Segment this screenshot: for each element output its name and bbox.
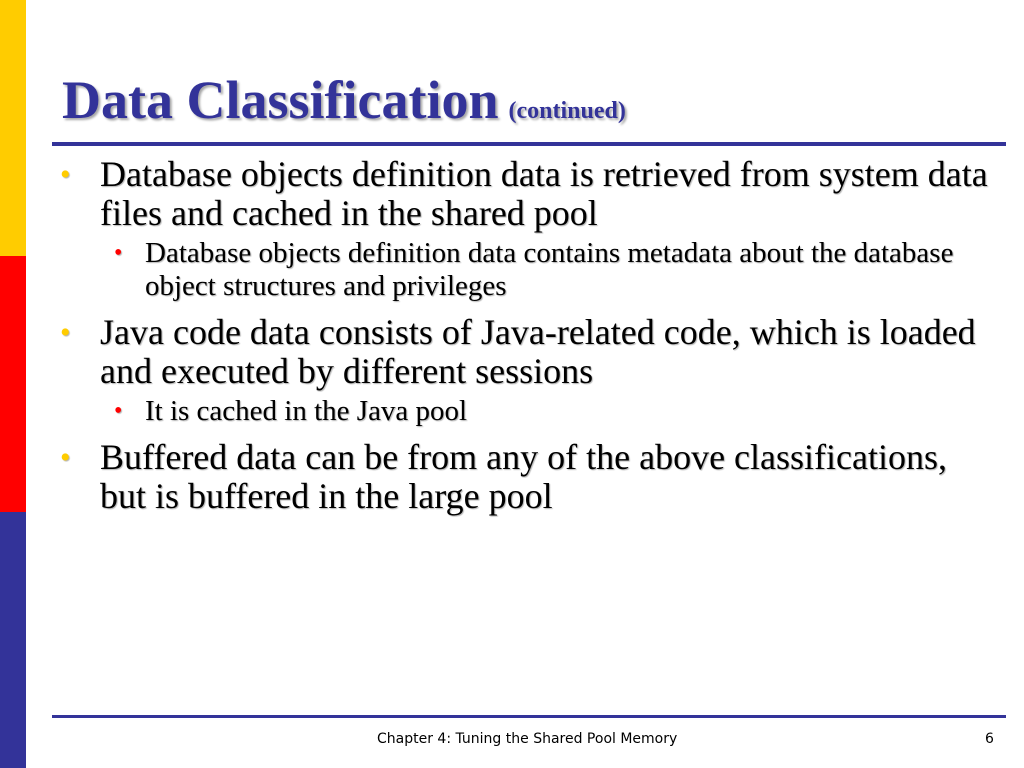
side-bar-blue-segment [0, 512, 26, 768]
title-divider [52, 142, 1006, 146]
bullet-dot-icon: • [60, 441, 71, 474]
sub-bullet-item [60, 237, 990, 303]
side-bar-yellow-segment [0, 0, 26, 256]
sub-bullet-dot-icon: • [114, 240, 123, 266]
bullet-text: Java code data consists of Java-related code, which is loaded and executed by different sessions [100, 312, 976, 391]
slide-content [60, 155, 990, 520]
side-color-bar [0, 0, 26, 768]
bullet-dot-icon: • [60, 158, 71, 191]
footer-chapter-title: Chapter 4: Tuning the Shared Pool Memory [377, 731, 678, 747]
bullet-text: Buffered data can be from any of the above classifications, but is buffered in the large pool [100, 437, 948, 516]
page-number: 6 [985, 731, 994, 747]
slide-title [62, 68, 626, 143]
bullet-dot-icon: • [60, 316, 71, 349]
bullet-item [60, 313, 990, 391]
sub-bullet-dot-icon: • [114, 398, 123, 424]
sub-bullet-item [60, 395, 990, 428]
footer-divider [52, 715, 1006, 718]
bullet-item [60, 438, 990, 516]
sub-bullet-text: Database objects definition data contains metadata about the database object structures and privileges [145, 237, 954, 302]
sub-bullet-text: It is cached in the Java pool [145, 395, 468, 427]
slide-title-suffix: (continued) [508, 98, 626, 124]
bullet-item [60, 155, 990, 233]
bullet-text: Database objects definition data is retrieved from system data files and cached in the shared pool [100, 154, 988, 233]
slide-title-main: Data Classification [62, 70, 499, 130]
side-bar-red-segment [0, 256, 26, 512]
